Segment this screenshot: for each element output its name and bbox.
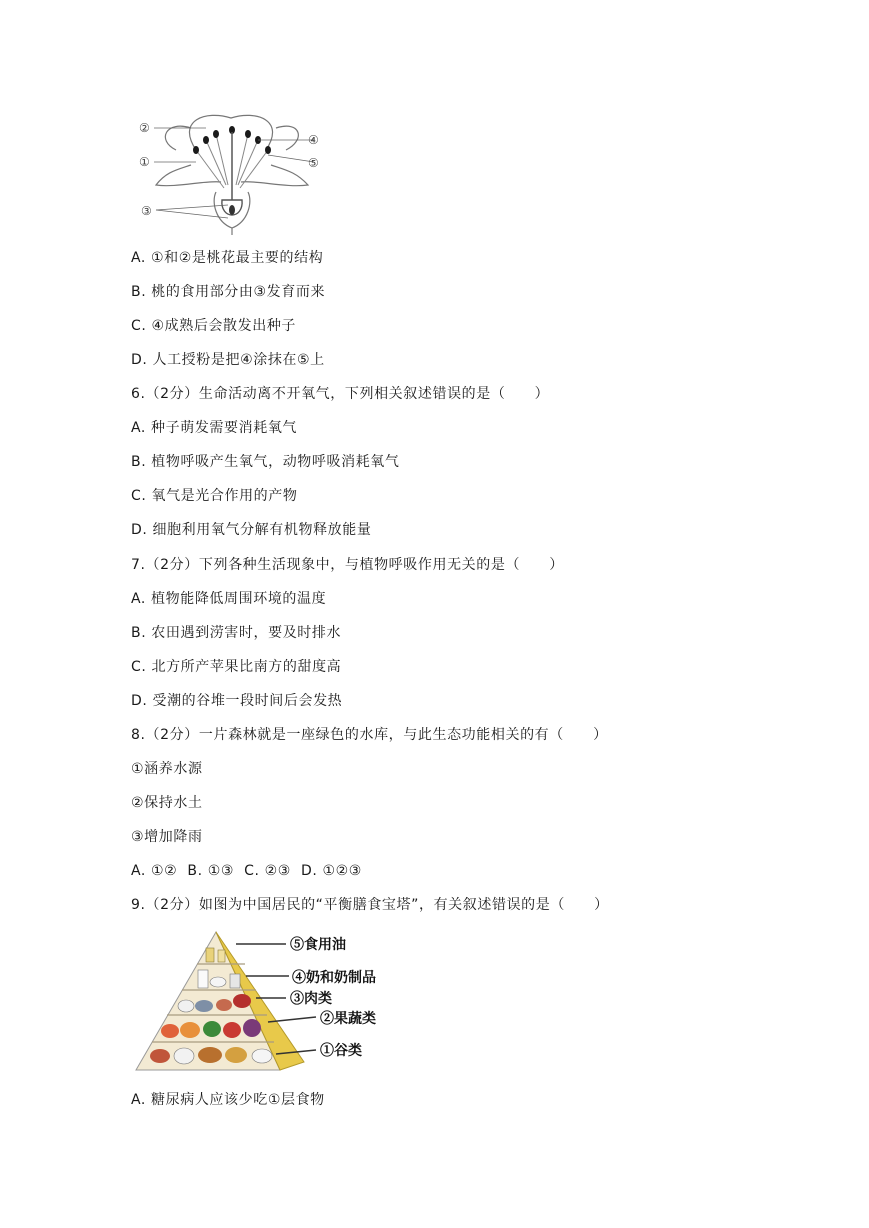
q5-option-c: C. ④成熟后会散发出种子 [131, 318, 297, 334]
food-pyramid-diagram [134, 928, 384, 1076]
q7-option-a: A. 植物能降低周围环境的温度 [131, 591, 327, 607]
q8-stem: 8.（2分）一片森林就是一座绿色的水库，与此生态功能相关的有（ ） [131, 727, 608, 743]
q7-stem: 7.（2分）下列各种生活现象中，与植物呼吸作用无关的是（ ） [131, 557, 564, 573]
q8-item-3: ③增加降雨 [131, 829, 203, 845]
q8-item-2: ②保持水土 [131, 795, 203, 811]
pyramid-label-fruit-veg: ②果蔬类 [320, 1011, 376, 1027]
q5-option-a: A. ①和②是桃花最主要的结构 [131, 250, 324, 266]
q6-option-a: A. 种子萌发需要消耗氧气 [131, 420, 298, 436]
q9-stem: 9.（2分）如图为中国居民的“平衡膳食宝塔”，有关叙述错误的是（ ） [131, 897, 609, 913]
flower-diagram [136, 110, 326, 235]
pyramid-label-meat: ③肉类 [290, 991, 332, 1007]
q7-option-d: D. 受潮的谷堆一段时间后会发热 [131, 693, 343, 709]
q6-option-b: B. 植物呼吸产生氧气，动物呼吸消耗氧气 [131, 454, 400, 470]
q6-stem: 6.（2分）生命活动离不开氧气，下列相关叙述错误的是（ ） [131, 386, 550, 402]
q5-option-b: B. 桃的食用部分由③发育而来 [131, 284, 326, 300]
pyramid-label-oil: ⑤食用油 [290, 937, 346, 953]
flower-label-2: ② [139, 121, 150, 135]
q9-option-a: A. 糖尿病人应该少吃①层食物 [131, 1092, 325, 1108]
q7-option-b: B. 农田遇到涝害时，要及时排水 [131, 625, 342, 641]
q6-option-c: C. 氧气是光合作用的产物 [131, 488, 298, 504]
pyramid-label-dairy: ④奶和奶制品 [292, 970, 376, 986]
flower-label-5: ⑤ [308, 156, 319, 170]
q8-options: A. ①② B. ①③ C. ②③ D. ①②③ [131, 863, 362, 879]
flower-label-3: ③ [141, 204, 152, 218]
q8-item-1: ①涵养水源 [131, 761, 203, 777]
q6-option-d: D. 细胞利用氧气分解有机物释放能量 [131, 522, 372, 538]
flower-label-1: ① [139, 155, 150, 169]
pyramid-label-grains: ①谷类 [320, 1043, 362, 1059]
q5-option-d: D. 人工授粉是把④涂抹在⑤上 [131, 352, 325, 368]
q7-option-c: C. 北方所产苹果比南方的甜度高 [131, 659, 342, 675]
flower-label-4: ④ [308, 133, 319, 147]
